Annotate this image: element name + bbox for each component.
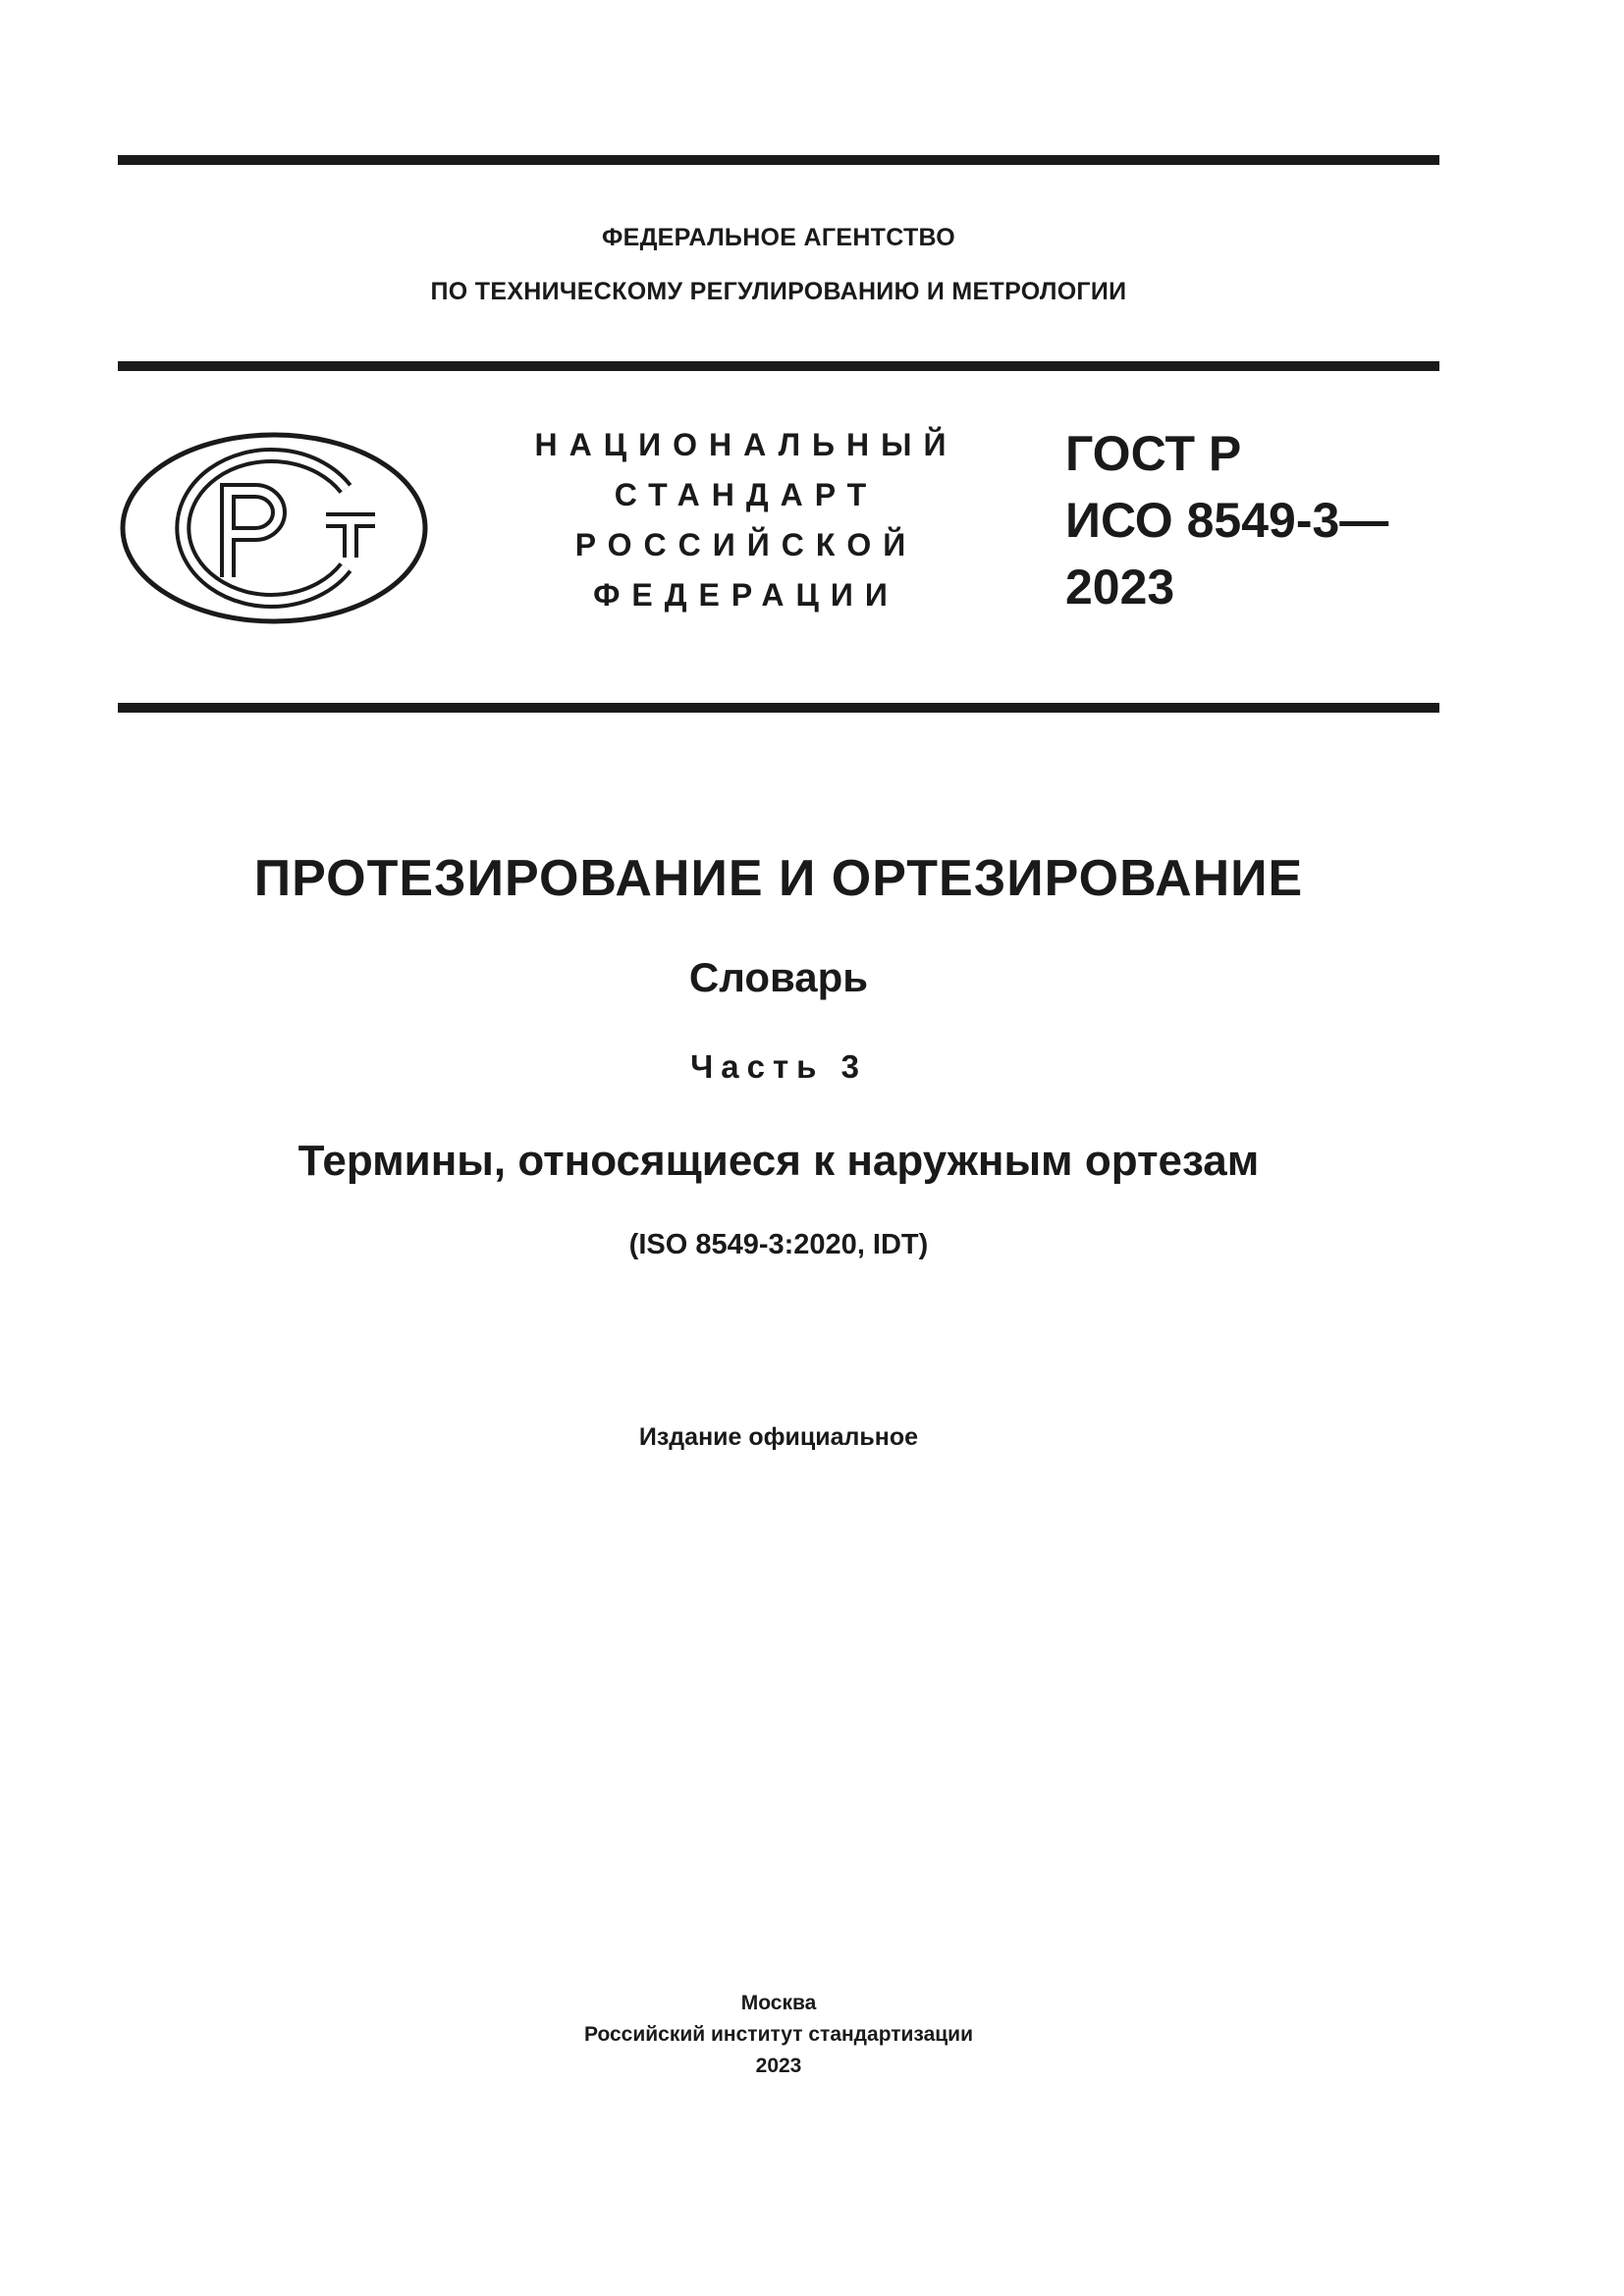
edition-label: Издание официальное: [638, 1423, 919, 1451]
document-subtitle: Словарь: [688, 954, 869, 1000]
iso-reference: (ISO 8549-3:2020, IDT): [628, 1229, 929, 1260]
imprint-city: Москва: [740, 1992, 817, 2014]
imprint-year: 2023: [755, 2055, 802, 2077]
designation-line2: ИСО 8549-3—: [1065, 493, 1389, 548]
imprint: [118, 1988, 1439, 2082]
national-standard-line4: ФЕДЕРАЦИИ: [593, 577, 899, 613]
agency-name-line1: ФЕДЕРАЛЬНОЕ АГЕНТСТВО: [601, 224, 956, 251]
part-number: Часть 3: [690, 1048, 867, 1085]
rst-logo-icon: [118, 430, 430, 626]
national-standard-line1: НАЦИОНАЛЬНЫЙ: [534, 427, 958, 462]
designation-line1: ГОСТ Р: [1065, 426, 1242, 481]
document-title: ПРОТЕЗИРОВАНИЕ И ОРТЕЗИРОВАНИЕ: [253, 850, 1304, 907]
agency-name-line2: ПО ТЕХНИЧЕСКОМУ РЕГУЛИРОВАНИЮ И МЕТРОЛОГИИ: [430, 278, 1127, 305]
imprint-publisher: Российский институт стандартизации: [583, 2023, 974, 2046]
designation-line3: 2023: [1065, 560, 1175, 614]
designation-rule: [118, 703, 1439, 713]
top-rule: [118, 155, 1439, 165]
part-title: Термины, относящиеся к наружным ортезам: [298, 1137, 1260, 1185]
national-standard-line3: РОССИЙСКОЙ: [574, 527, 918, 562]
header-rule: [118, 361, 1439, 371]
national-standard-line2: СТАНДАРТ: [614, 477, 879, 512]
standard-designation: [1065, 420, 1388, 620]
national-standard-heading: [511, 420, 982, 620]
